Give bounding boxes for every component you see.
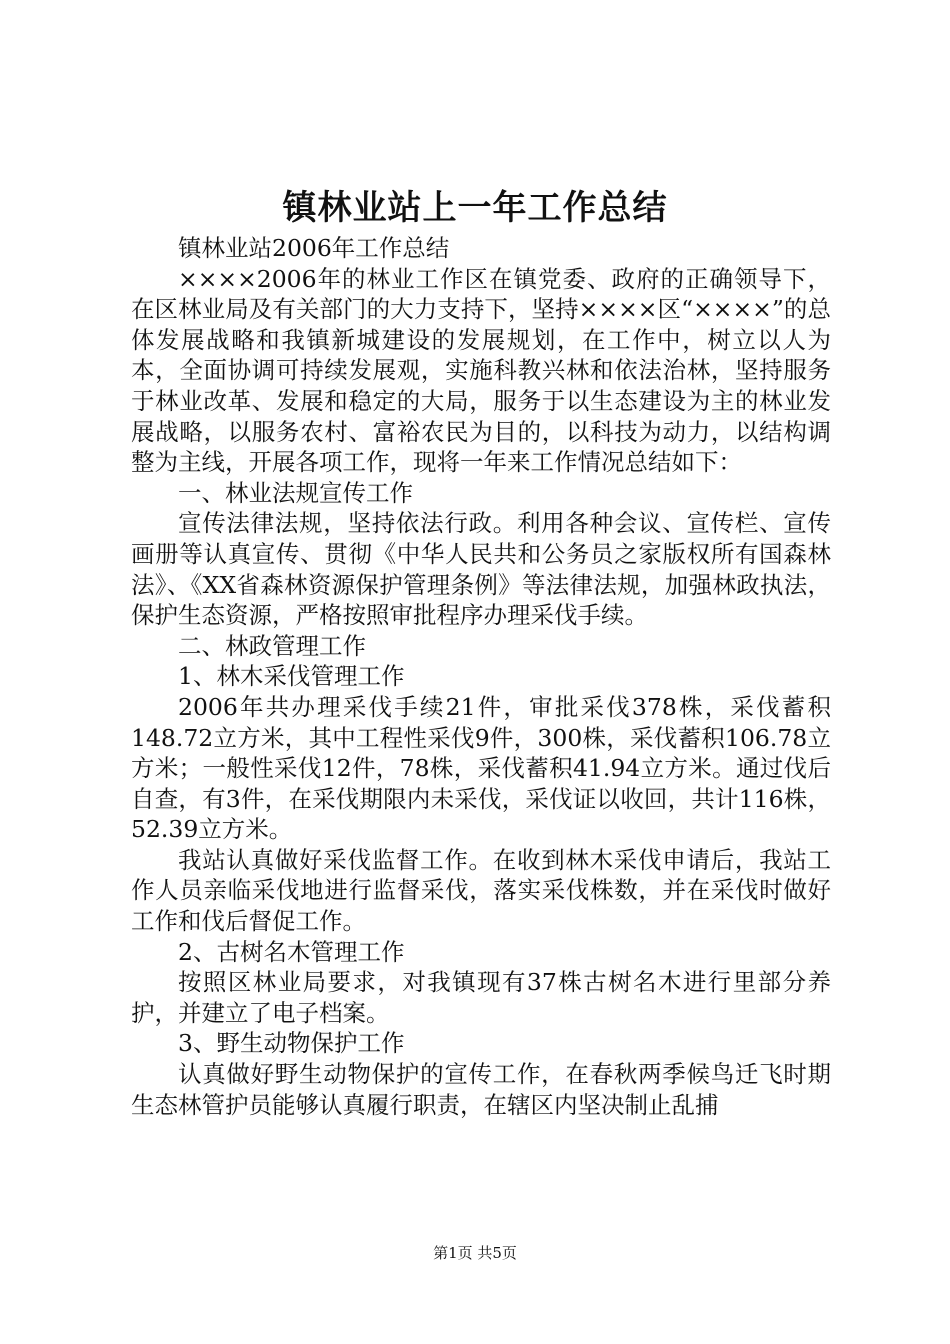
subsection-heading-2: 2、古树名木管理工作: [178, 937, 405, 966]
document-body: [131, 233, 831, 1120]
paragraph-ancient-trees: 按照区林业局要求，对我镇现有37株古树名木进行里部分养护，并建立了电子档案。: [131, 968, 831, 1027]
paragraph-logging-stats: 2006年共办理采伐手续21件，审批采伐378株，采伐蓄积148.72立方米，其中工程性采伐9件，300株，采伐蓄积106.78立方米；一般性采伐12件，78株，采伐蓄积41.94立方米。通过伐后自查，有3件，在采伐期限内未采伐，采伐证以收回，共计116株，52.39立方米。: [131, 692, 831, 844]
paragraph-logging-supervision: 我站认真做好采伐监督工作。在收到林木采伐申请后，我站工作人员亲临采伐地进行监督采伐，落实采伐株数，并在采伐时做好工作和伐后督促工作。: [131, 845, 831, 936]
subsection-heading-1: 1、林木采伐管理工作: [178, 662, 405, 691]
paragraph-law-promotion: 宣传法律法规，坚持依法行政。利用各种会议、宣传栏、宣传画册等认真宣传、贯彻《中华人民共和公务员之家版权所有国森林法》、《XX省森林资源保护管理条例》等法律法规，加强林政执法，保护生态资源，严格按照审批程序办理采伐手续。: [131, 509, 831, 630]
paragraph-subtitle: 镇林业站2006年工作总结: [178, 234, 450, 262]
paragraph-intro: ××××2006年的林业工作区在镇党委、政府的正确领导下，在区林业局及有关部门的大力支持下，坚持××××区“××××”的总体发展战略和我镇新城建设的发展规划，在工作中，树立以人为本，全面协调可持续发展观，实施科教兴林和依法治林，坚持服务于林业改革、发展和稳定的大局，服务于以生态建设为主的林业发展战略，以服务农村、富裕农民为目的，以科技为动力，以结构调整为主线，开展各项工作，现将一年来工作情况总结如下：: [131, 264, 831, 477]
document-title: 镇林业站上一年工作总结: [282, 188, 668, 228]
subsection-heading-3: 3、野生动物保护工作: [178, 1029, 405, 1058]
section-heading-2: 二、林政管理工作: [178, 631, 366, 660]
section-heading-1: 一、林业法规宣传工作: [178, 478, 413, 507]
paragraph-wildlife: 认真做好野生动物保护的宣传工作，在春秋两季候鸟迁飞时期生态林管护员能够认真履行职责，在辖区内坚决制止乱捕: [131, 1060, 831, 1119]
page-number-footer: 第1页 共5页: [433, 1244, 517, 1262]
